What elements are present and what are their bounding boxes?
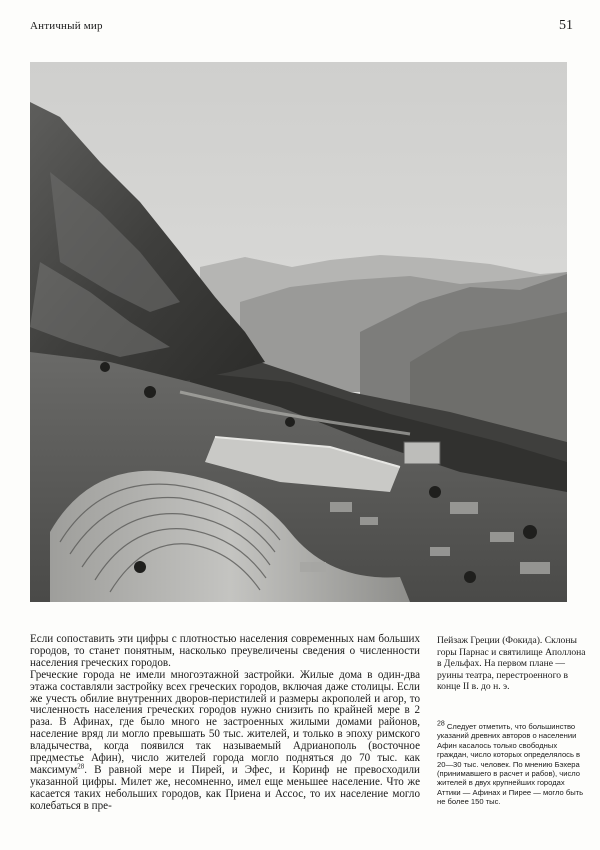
paragraph-1: Если сопоставить эти цифры с плотностью населения современных нам больших городов, то станет понятным, насколько преувеличены сведения о численности населения греческих городов. (30, 633, 420, 669)
paragraph-2-part-1: Греческие города не имели многоэтажной застройки. Жилые дома в один-два этажа составляли застройку всех греческих городов, включая даже столицы. Если же учесть обилие внутренних дворов-перистилей и размеры акрополей и агор, то численность населения греческих городов нужно снизить по крайней мере в 2 раза. В Афинах, где было много не застроенных жилыми домами районов, население вряд ли могло превышать 50 тыс. жителей, и только в эпоху римского владычества, когда появился так называемый Адрианополь (восточное предместье Афин), число жителей города могло подняться до 70 тыс. как максимум (30, 668, 420, 776)
paragraph-2 (30, 670, 420, 813)
footnote-number: 28 (437, 720, 445, 728)
treasury (404, 442, 440, 464)
delphi-landscape-photo (30, 62, 567, 602)
main-text (30, 634, 420, 813)
footnote-ref: 28 (77, 762, 85, 771)
footnote (437, 722, 585, 807)
page-number: 51 (559, 18, 573, 33)
paragraph-2-part-2: . В равной мере и Пирей, и Эфес, и Коринф не превосходили указанной цифры. Милет же, несомненно, имел еще меньшее население. Что же касается таких небольших городов, как Приена и Ассос, то их население могло колебаться в пре- (30, 763, 420, 812)
footnote-text: Следует отметить, что большинство указаний древних авторов о населении Афин касалось только свободных граждан, число которых определялось в 20—30 тыс. человек. По мнению Бэхера (принимавшего в расчет и рабов), число жителей в двух крупнейших городах Аттики — Афинах и Пирее — могло быть не более 150 тыс. (437, 722, 584, 807)
photo-caption: Пейзаж Греции (Фокида). Склоны горы Парнас и святилище Аполлона в Дельфах. На первом плане — руины театра, перестроенного в конце II в. до н. э. (437, 635, 586, 693)
page-header (30, 20, 573, 36)
section-title: Античный мир (30, 20, 103, 32)
landscape-illustration (30, 62, 567, 602)
